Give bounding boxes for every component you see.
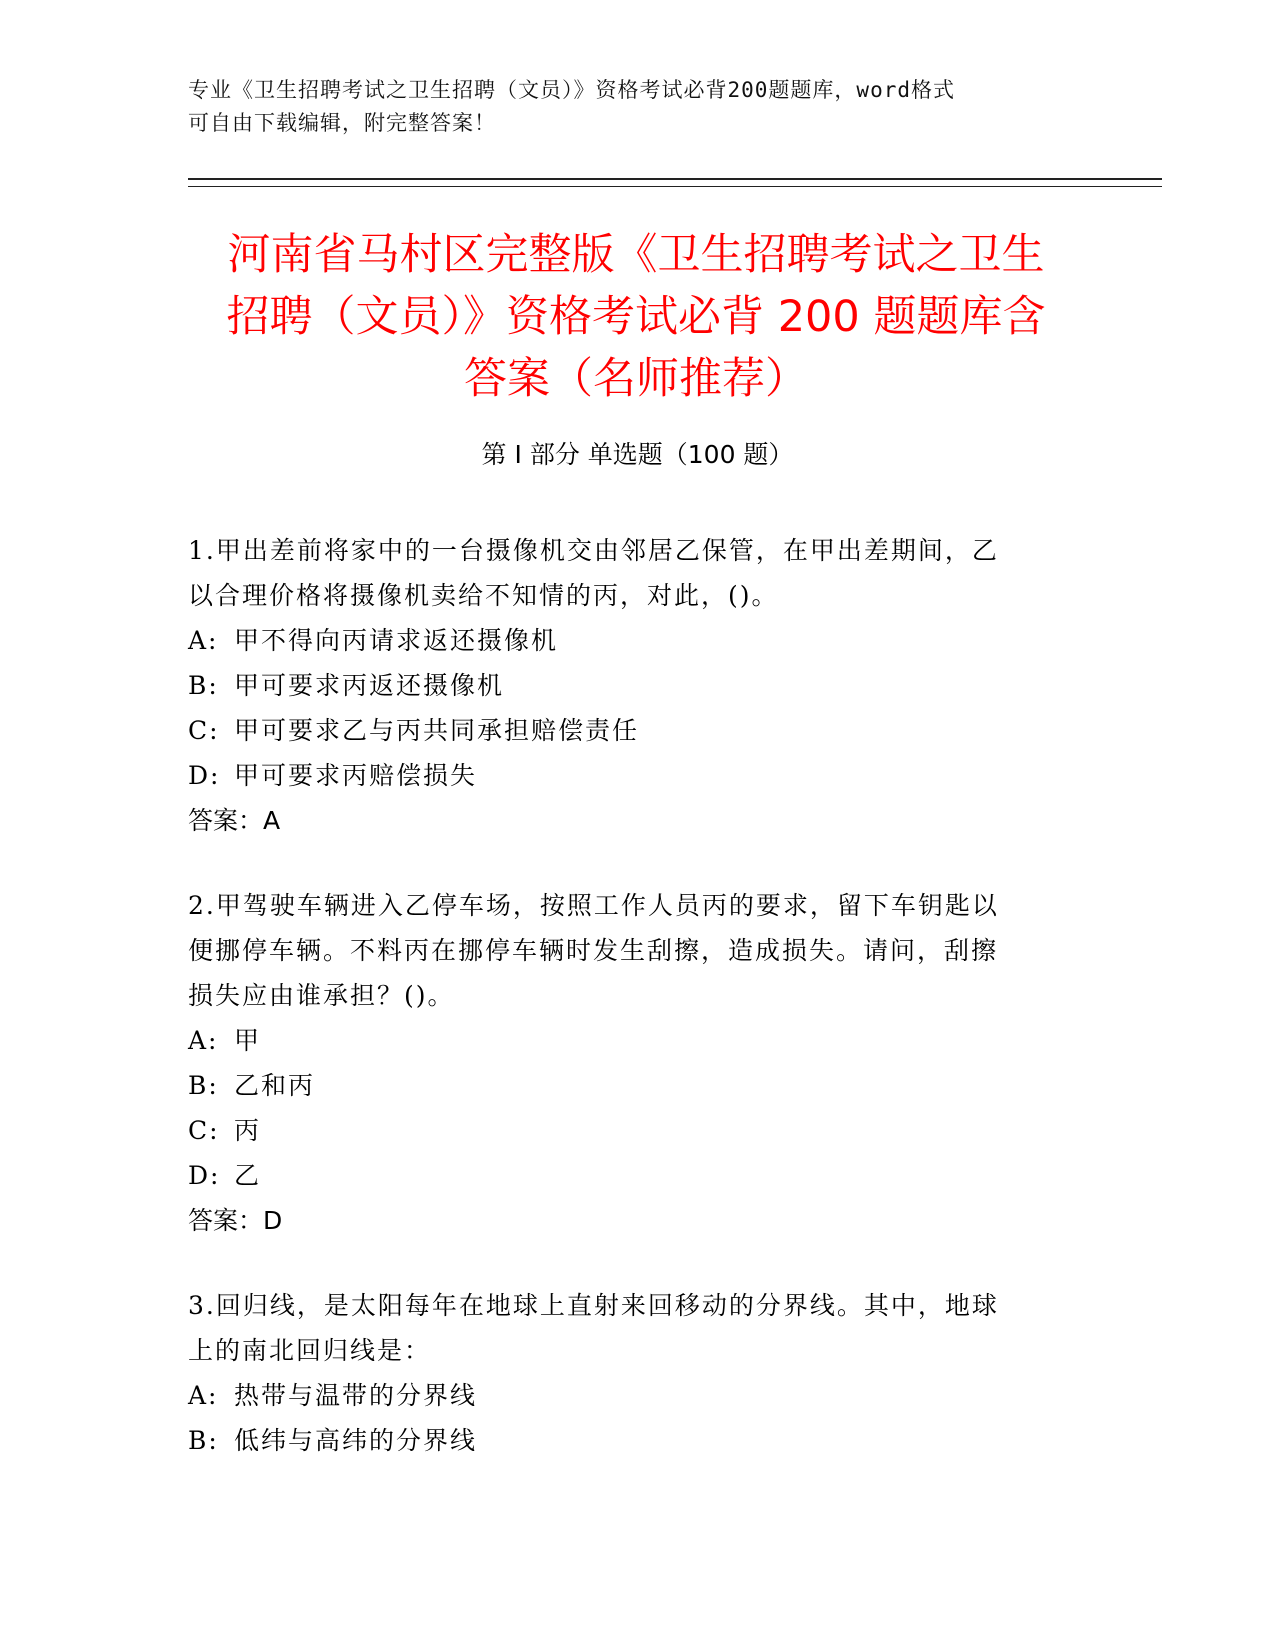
header-note-line-2: 可自由下载编辑，附完整答案！ (188, 111, 496, 135)
question-stem-line: 3.回归线，是太阳每年在地球上直射来回移动的分界线。其中，地球 (188, 1291, 999, 1320)
document-title-line-2: 招聘（文员）》资格考试必背 200 题题库含 (226, 292, 1046, 342)
option-d (188, 753, 1068, 798)
option-text: 甲 (234, 1026, 262, 1055)
option-b (188, 1418, 1068, 1463)
option-text: 甲可要求丙赔偿损失 (234, 761, 478, 790)
option-key: B: (188, 1426, 219, 1455)
option-text: 热带与温带的分界线 (234, 1381, 478, 1410)
option-d (188, 1153, 1068, 1198)
option-key: A: (188, 626, 219, 655)
question-stem-line: 2.甲驾驶车辆进入乙停车场，按照工作人员丙的要求，留下车钥匙以 (188, 891, 999, 920)
document-title (196, 224, 1076, 410)
document-title-line-3: 答案（名师推荐） (464, 354, 808, 404)
option-a (188, 618, 1068, 663)
option-text: 甲可要求乙与丙共同承担赔偿责任 (234, 716, 640, 745)
option-text: 乙和丙 (234, 1071, 316, 1100)
option-key: A: (188, 1381, 219, 1410)
header-note-line-1: 专业《卫生招聘考试之卫生招聘（文员）》资格考试必背200题题库，word格式 (188, 78, 955, 102)
answer-label: 答案：D (188, 1206, 283, 1235)
option-b (188, 663, 1068, 708)
question-stem-line: 上的南北回归线是： (188, 1336, 432, 1365)
document-title-line-1: 河南省马村区完整版《卫生招聘考试之卫生 (227, 230, 1045, 280)
option-key: C: (188, 716, 220, 745)
option-key: C: (188, 1116, 220, 1145)
option-c (188, 708, 1068, 753)
question-2 (188, 883, 1068, 1243)
option-text: 乙 (234, 1161, 262, 1190)
option-a (188, 1373, 1068, 1418)
question-3 (188, 1283, 1068, 1463)
option-text: 甲可要求丙返还摄像机 (234, 671, 505, 700)
option-key: D: (188, 1161, 221, 1190)
header-note (188, 74, 1088, 140)
question-stem-line: 1.甲出差前将家中的一台摄像机交由邻居乙保管，在甲出差期间，乙 (188, 536, 999, 565)
option-text: 甲不得向丙请求返还摄像机 (234, 626, 559, 655)
question-1 (188, 528, 1068, 843)
option-key: B: (188, 671, 219, 700)
question-stem-line: 便挪停车辆。不料丙在挪停车辆时发生刮擦，造成损失。请问，刮擦 (188, 936, 999, 965)
option-key: D: (188, 761, 221, 790)
option-text: 低纬与高纬的分界线 (234, 1426, 478, 1455)
header-divider-thin (188, 186, 1162, 187)
option-key: B: (188, 1071, 219, 1100)
question-list (188, 528, 1068, 1503)
question-stem-line: 损失应由谁承担？()。 (188, 981, 455, 1010)
answer-label: 答案：A (188, 806, 281, 835)
option-text: 丙 (234, 1116, 262, 1145)
option-key: A: (188, 1026, 219, 1055)
option-a (188, 1018, 1068, 1063)
header-divider-thick (188, 178, 1162, 180)
section-title: 第 I 部分 单选题（100 题） (481, 440, 794, 469)
question-stem-line: 以合理价格将摄像机卖给不知情的丙，对此，()。 (188, 581, 779, 610)
option-b (188, 1063, 1068, 1108)
option-c (188, 1108, 1068, 1153)
